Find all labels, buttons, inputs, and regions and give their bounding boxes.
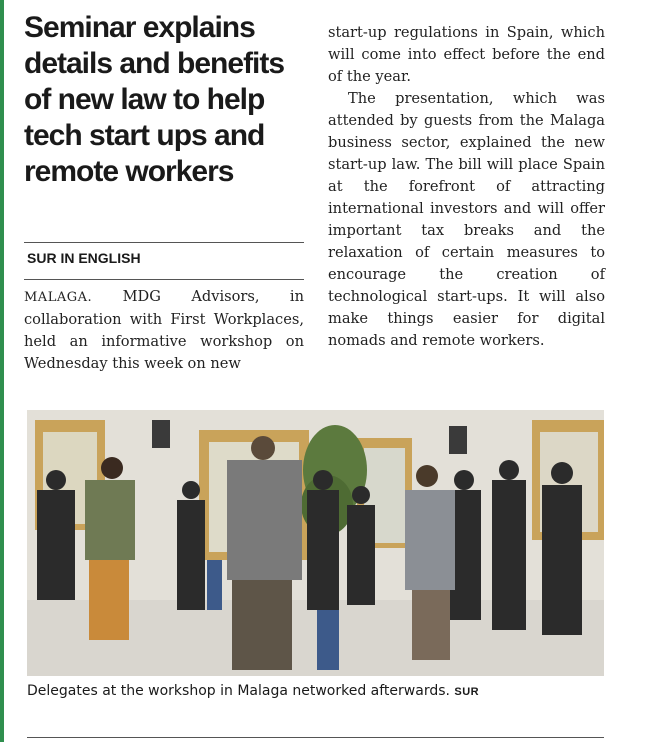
paragraph-text: MDG Advisors, in collaboration with First Workplaces, held an informative workshop on Wednesday this week on new xyxy=(24,288,304,372)
photo-caption xyxy=(27,683,604,699)
divider xyxy=(24,279,304,280)
headline-block xyxy=(24,10,304,190)
article-right-column xyxy=(328,22,605,352)
workshop-photo xyxy=(27,410,604,676)
bottom-divider xyxy=(27,737,604,738)
article-paragraph-2: The presentation, which was attended by guests from the Malaga business sector, explained the new start-up law. The bill will place Spain at the forefront of attracting international investors and will offer important tax breaks and the relaxation of certain measures to encourage the creation of technological start-ups. It will also make things easier for digital nomads and remote workers. xyxy=(328,90,605,349)
paragraph-continuation: start-up regulations in Spain, which will come into effect before the end of the year. xyxy=(328,24,605,85)
photo-illustration xyxy=(27,410,604,676)
photo-credit: SUR xyxy=(454,686,480,698)
byline: SUR IN ENGLISH xyxy=(27,250,141,266)
dateline: MALAGA. xyxy=(24,290,93,305)
caption-text: Delegates at the workshop in Malaga networked afterwards. xyxy=(27,683,450,699)
accent-bar xyxy=(0,0,4,742)
article-paragraph-1 xyxy=(24,286,304,375)
headline: Seminar explains details and benefits of new law to help tech start ups and remote workers xyxy=(24,11,285,188)
divider xyxy=(24,242,304,243)
